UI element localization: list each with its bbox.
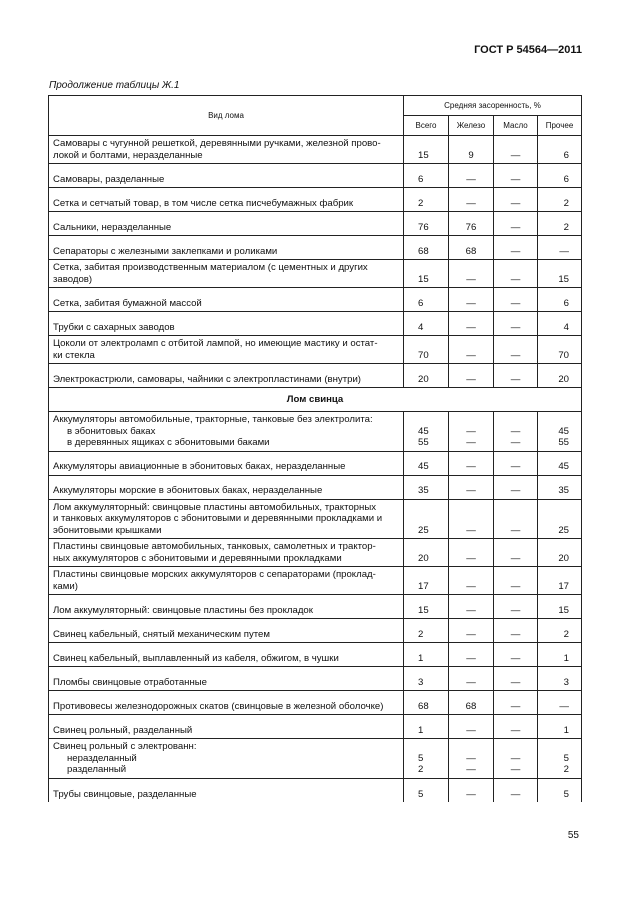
scrap-type-cell [49, 619, 404, 643]
value-cell: 25 [404, 499, 449, 539]
scrap-type-cell [49, 164, 404, 188]
header-oil: Масло [494, 116, 538, 136]
value-cell: — [449, 667, 494, 691]
value-cell: — [449, 595, 494, 619]
line-text: — [510, 425, 521, 437]
value-cell: 9 [449, 136, 494, 164]
scrap-type-cell [49, 739, 404, 779]
value-cell [538, 412, 582, 452]
line-text: Пластины свинцовые морских аккумуляторов с сепараторами (проклад- [53, 569, 376, 580]
table-row [49, 188, 582, 212]
header-other: Прочее [538, 116, 582, 136]
value-cell: — [449, 475, 494, 499]
line-text: эбонитовыми крышками [53, 524, 162, 536]
line-text: и танковых аккумуляторов с эбонитовыми и деревянными прокладками и [53, 513, 383, 524]
line-text: заводов) [53, 273, 93, 285]
scrap-type-cell [49, 691, 404, 715]
value-cell: 4 [538, 312, 582, 336]
line-text: — [510, 764, 521, 775]
contamination-table [48, 95, 582, 802]
line-text: Свинец рольный, разделанный [53, 724, 193, 736]
value-cell: — [449, 288, 494, 312]
scrap-type-cell [49, 475, 404, 499]
line-text: Самовары с чугунной решеткой, деревянными ручками, железной прово- [53, 138, 381, 149]
line-text: — [466, 437, 476, 448]
scrap-type-cell [49, 212, 404, 236]
value-cell: 2 [538, 188, 582, 212]
value-cell: — [494, 667, 538, 691]
value-cell: 68 [404, 691, 449, 715]
value-cell: 2 [538, 212, 582, 236]
value-cell: — [449, 164, 494, 188]
value-cell: — [449, 364, 494, 388]
value-cell: — [494, 619, 538, 643]
line-text: Трубы свинцовые, разделанные [53, 788, 197, 800]
value-cell: — [494, 778, 538, 802]
value-cell: — [449, 312, 494, 336]
value-cell: 70 [538, 336, 582, 364]
value-cell: 3 [538, 667, 582, 691]
line-text: 45 [558, 425, 570, 437]
table-row [49, 499, 582, 539]
line-text: Противовесы железнодорожных скатов (свинцовые в железной оболочке) [53, 700, 384, 712]
line-text: — [466, 764, 476, 775]
line-text: ных аккумуляторов с эбонитовыми и деревянными прокладками [53, 552, 342, 564]
value-cell: 6 [538, 288, 582, 312]
value-cell: 70 [404, 336, 449, 364]
value-cell: 15 [538, 260, 582, 288]
line-text: Сепараторы с железными заклепками и роликами [53, 245, 278, 257]
value-cell: 35 [538, 475, 582, 499]
scrap-type-cell [49, 312, 404, 336]
line-text: Лом аккумуляторный: свинцовые пластины без прокладок [53, 604, 313, 616]
table-row [49, 619, 582, 643]
line-text: Аккумуляторы морские в эбонитовых баках, неразделанные [53, 485, 323, 496]
value-cell: — [494, 136, 538, 164]
table-caption: Продолжение таблицы Ж.1 [49, 80, 180, 91]
scrap-type-cell [49, 778, 404, 802]
value-cell: — [449, 539, 494, 567]
value-cell: 68 [449, 236, 494, 260]
value-cell: 2 [538, 619, 582, 643]
value-cell: 68 [449, 691, 494, 715]
value-cell: — [449, 778, 494, 802]
value-cell: 6 [404, 164, 449, 188]
scrap-type-cell [49, 643, 404, 667]
line-text: 55 [558, 437, 570, 448]
value-cell: — [449, 336, 494, 364]
line-text: 55 [418, 437, 429, 448]
scrap-type-cell [49, 499, 404, 539]
value-cell: — [449, 188, 494, 212]
table-row [49, 667, 582, 691]
scrap-type-cell [49, 451, 404, 475]
line-text: в эбонитовых баках [67, 425, 156, 437]
table-row [49, 336, 582, 364]
value-cell: — [494, 260, 538, 288]
table-row [49, 567, 582, 595]
line-text: Аккумуляторы автомобильные, тракторные, танковые без электролита: [53, 414, 373, 425]
scrap-type-cell [49, 236, 404, 260]
line-text: Самовары, разделанные [53, 173, 165, 185]
value-cell: 15 [404, 136, 449, 164]
line-text: 5 [563, 752, 570, 764]
table-row [49, 260, 582, 288]
line-text: 45 [418, 425, 429, 437]
page-number: 55 [567, 830, 579, 841]
table-row [49, 164, 582, 188]
scrap-type-cell [49, 288, 404, 312]
value-cell: 2 [404, 188, 449, 212]
table-row [49, 475, 582, 499]
scrap-type-cell [49, 136, 404, 164]
value-cell: — [494, 539, 538, 567]
line-text: Сетка, забитая бумажной массой [53, 297, 202, 309]
table-row [49, 312, 582, 336]
line-text: локой и болтами, неразделанные [53, 149, 203, 161]
value-cell: 4 [404, 312, 449, 336]
value-cell: 76 [404, 212, 449, 236]
value-cell: — [494, 567, 538, 595]
scrap-type-cell [49, 188, 404, 212]
value-cell: 45 [404, 451, 449, 475]
line-text: Свинец рольный с электрованн: [53, 741, 197, 752]
line-text: 2 [418, 764, 424, 775]
line-text: Пломбы свинцовые отработанные [53, 676, 208, 688]
table-row [49, 412, 582, 452]
header-iron: Железо [449, 116, 494, 136]
value-cell: — [494, 499, 538, 539]
value-cell [404, 739, 449, 779]
value-cell: 45 [538, 451, 582, 475]
line-text: разделанный [67, 764, 127, 775]
scrap-type-cell [49, 364, 404, 388]
value-cell: 6 [538, 136, 582, 164]
line-text: — [466, 752, 476, 764]
line-text: ки стекла [53, 349, 95, 361]
value-cell: — [494, 364, 538, 388]
standard-number: ГОСТ Р 54564—2011 [474, 44, 582, 56]
value-cell: — [494, 188, 538, 212]
value-cell: — [494, 312, 538, 336]
line-text: 2 [563, 764, 570, 775]
value-cell: — [494, 288, 538, 312]
line-text: Пластины свинцовые автомобильных, танковых, самолетных и трактор- [53, 541, 376, 552]
line-text: Сальники, неразделанные [53, 221, 172, 233]
value-cell: 20 [404, 364, 449, 388]
value-cell: 20 [404, 539, 449, 567]
table-row [49, 364, 582, 388]
line-text: Сетка и сетчатый товар, в том числе сетка писчебумажных фабрик [53, 197, 354, 209]
value-cell: 15 [404, 595, 449, 619]
line-text: Аккумуляторы авиационные в эбонитовых баках, неразделанные [53, 461, 346, 472]
scrap-type-cell [49, 539, 404, 567]
header-name: Вид лома [49, 96, 404, 136]
value-cell: 3 [404, 667, 449, 691]
value-cell: 1 [538, 715, 582, 739]
section-row [49, 388, 582, 412]
value-cell: — [494, 164, 538, 188]
value-cell: 20 [538, 539, 582, 567]
section-title: Лом свинца [49, 388, 582, 412]
line-text: Свинец кабельный, выплавленный из кабеля, обжигом, в чушки [53, 652, 339, 664]
line-text: Электрокастрюли, самовары, чайники с электропластинами (внутри) [53, 373, 361, 385]
value-cell: — [494, 336, 538, 364]
value-cell: 1 [538, 643, 582, 667]
scrap-type-cell [49, 412, 404, 452]
scrap-type-cell [49, 595, 404, 619]
line-text: Цоколи от электроламп с отбитой лампой, но имеющие мастику и остат- [53, 338, 378, 349]
value-cell: — [538, 691, 582, 715]
line-text: Лом аккумуляторный: свинцовые пластины автомобильных, тракторных [53, 501, 377, 513]
value-cell: — [494, 475, 538, 499]
value-cell: 35 [404, 475, 449, 499]
value-cell: 15 [404, 260, 449, 288]
value-cell: — [449, 643, 494, 667]
value-cell [449, 412, 494, 452]
table-row [49, 691, 582, 715]
table-row [49, 595, 582, 619]
value-cell: — [494, 212, 538, 236]
line-text: Трубки с сахарных заводов [53, 321, 175, 333]
scrap-type-cell [49, 567, 404, 595]
scrap-type-cell [49, 260, 404, 288]
table-row [49, 136, 582, 164]
table-row [49, 643, 582, 667]
line-text: — [510, 437, 521, 448]
value-cell: 2 [404, 619, 449, 643]
scrap-type-cell [49, 336, 404, 364]
table-row [49, 539, 582, 567]
value-cell: 5 [538, 778, 582, 802]
line-text: неразделанный [67, 752, 137, 764]
line-text: Сетка, забитая производственным материалом (с цементных и других [53, 262, 368, 273]
header-total: Всего [404, 116, 449, 136]
value-cell: — [449, 567, 494, 595]
value-cell: 17 [404, 567, 449, 595]
value-cell: — [494, 691, 538, 715]
value-cell: 76 [449, 212, 494, 236]
value-cell: — [494, 451, 538, 475]
table-row [49, 236, 582, 260]
value-cell [494, 412, 538, 452]
table-row [49, 288, 582, 312]
scrap-type-cell [49, 667, 404, 691]
value-cell: — [538, 236, 582, 260]
table-row [49, 451, 582, 475]
line-text: в деревянных ящиках с эбонитовыми баками [67, 437, 270, 448]
value-cell: — [449, 451, 494, 475]
value-cell [494, 739, 538, 779]
value-cell: 1 [404, 643, 449, 667]
value-cell: 17 [538, 567, 582, 595]
value-cell: 25 [538, 499, 582, 539]
value-cell [449, 739, 494, 779]
line-text: ками) [53, 580, 78, 592]
header-group: Средняя засоренность, % [404, 96, 582, 116]
value-cell: 5 [404, 778, 449, 802]
table-row [49, 739, 582, 779]
table-row [49, 778, 582, 802]
scrap-type-cell [49, 715, 404, 739]
line-text: — [510, 752, 521, 764]
value-cell: — [449, 715, 494, 739]
table-row [49, 715, 582, 739]
value-cell: — [494, 643, 538, 667]
value-cell: 1 [404, 715, 449, 739]
value-cell: — [494, 715, 538, 739]
value-cell: — [449, 499, 494, 539]
line-text: — [466, 425, 476, 437]
value-cell: 15 [538, 595, 582, 619]
value-cell: 6 [404, 288, 449, 312]
value-cell: 6 [538, 164, 582, 188]
line-text: 5 [418, 752, 424, 764]
value-cell [538, 739, 582, 779]
value-cell: 20 [538, 364, 582, 388]
line-text: Свинец кабельный, снятый механическим путем [53, 628, 270, 640]
table-row [49, 212, 582, 236]
value-cell: — [449, 619, 494, 643]
value-cell: — [494, 595, 538, 619]
value-cell: — [449, 260, 494, 288]
value-cell: — [494, 236, 538, 260]
value-cell: 68 [404, 236, 449, 260]
value-cell [404, 412, 449, 452]
